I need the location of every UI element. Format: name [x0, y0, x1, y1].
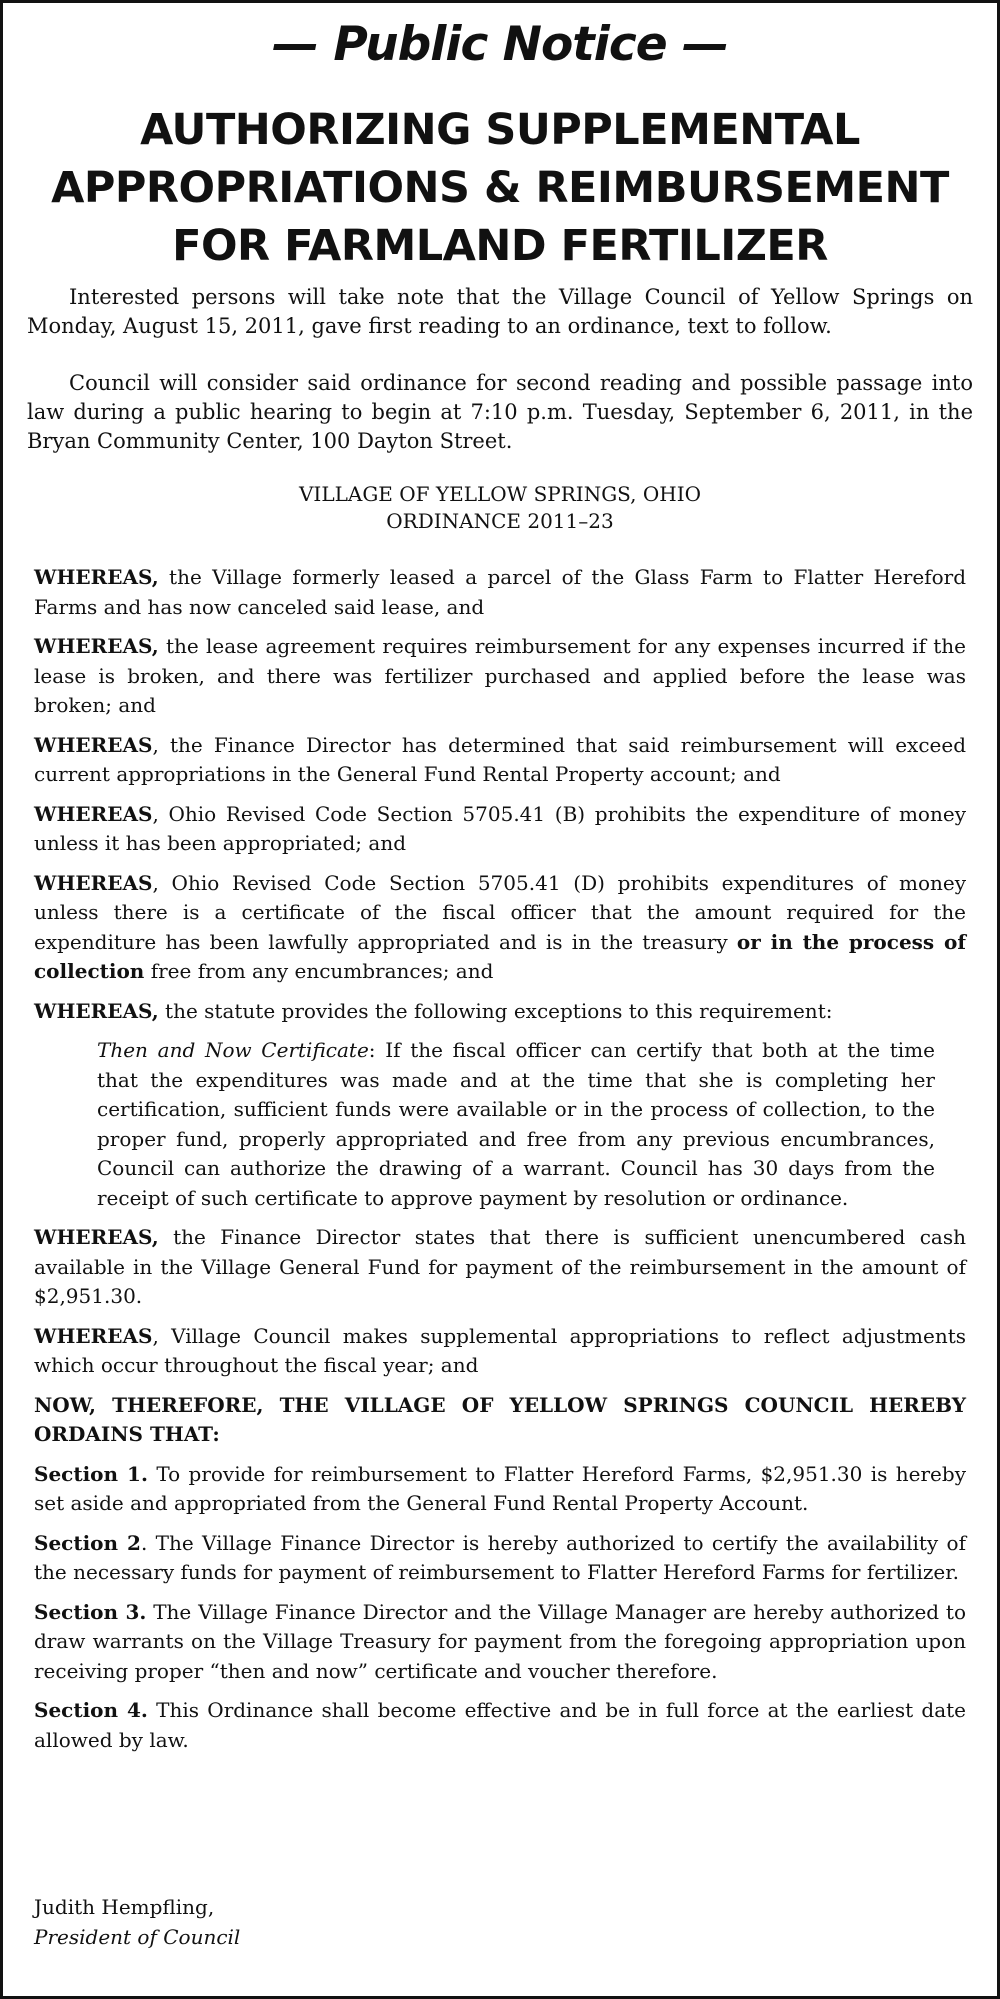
clause-text: , Village Council makes supplemental appropriations to reflect adjustments which occur throughout the fiscal year; and — [34, 1323, 966, 1377]
headline-line: AUTHORIZING SUPPLEMENTAL — [140, 105, 860, 155]
clause-lead: WHEREAS — [34, 801, 153, 826]
intro-paragraph: Interested persons will take note that the Village Council of Yellow Springs on Monday, August 15, 2011, gave first reading to an ordinance, text to follow. — [27, 285, 973, 338]
section-lead: Section 2 — [34, 1530, 141, 1555]
whereas-clause — [34, 1322, 966, 1381]
section-text: The Village Finance Director and the Village Manager are hereby authorized to draw warrants on the Village Treasury for payment from the foregoing appropriation upon receiving proper “then and now” certificate and voucher therefore. — [34, 1599, 966, 1683]
ordinance-heading-village: VILLAGE OF YELLOW SPRINGS, OHIO — [298, 482, 702, 506]
section-lead: Section 1. — [34, 1461, 148, 1486]
ordains-statement — [34, 1391, 966, 1450]
ordinance-body — [34, 563, 966, 1765]
whereas-clause — [34, 731, 966, 790]
whereas-clause — [34, 800, 966, 859]
notice-headline — [3, 101, 997, 275]
headline-line: APPROPRIATIONS & REIMBURSEMENT — [51, 163, 949, 213]
clause-text: the statute provides the following exceptions to this requirement: — [158, 998, 833, 1023]
headline-line: FOR FARMLAND FERTILIZER — [172, 221, 828, 271]
ordinance-section — [34, 1696, 966, 1755]
section-lead: Section 4. — [34, 1698, 148, 1722]
section-lead: Section 3. — [34, 1599, 147, 1624]
clause-text: , the Finance Director has determined that said reimbursement will exceed current appropriations in the General Fund Rental Property account; and — [34, 732, 966, 786]
whereas-clause — [34, 869, 966, 987]
clause-text: the Village formerly leased a parcel of the Glass Farm to Flatter Hereford Farms and has now canceled said lease, and — [34, 565, 966, 619]
ordinance-heading-number: ORDINANCE 2011–23 — [386, 509, 614, 533]
clause-bold-phrase: or in the process of collection — [34, 929, 966, 983]
clause-lead: WHEREAS, — [34, 634, 159, 658]
clause-lead: WHEREAS — [34, 1323, 153, 1348]
section-text: To provide for reimbursement to Flatter Hereford Farms, $2,951.30 is hereby set aside and appropriated from the General Fund Rental Property Account. — [34, 1461, 966, 1515]
section-text: This Ordinance shall become effective and be in full force at the earliest date allowed by law. — [34, 1698, 966, 1752]
clause-lead: WHEREAS — [34, 870, 153, 895]
exception-text: : If the fiscal officer can certify that both at the time that the expenditures was made and at the time that she is completing her certification, sufficient funds were available or in the process of collection, to the proper fund, properly appropriated and free from any previous encumbrances, Council can authorize the drawing of a warrant. Council has 30 days from the receipt of such certificate to approve payment by resolution or ordinance. — [97, 1038, 935, 1210]
section-text: . The Village Finance Director is hereby authorized to certify the availability of the necessary funds for payment of reimbursement to Flatter Hereford Farms for fertilizer. — [34, 1530, 966, 1584]
clause-text: the Finance Director states that there is sufficient unencumbered cash available in the Village General Fund for payment of the reimbursement in the amount of $2,951.30. — [34, 1225, 966, 1308]
ordains-text: NOW, THEREFORE, THE VILLAGE OF YELLOW SPRINGS COUNCIL HEREBY ORDAINS THAT: — [34, 1392, 966, 1446]
clause-text-tail: free from any encumbrances; and — [144, 959, 494, 983]
whereas-clause — [34, 632, 966, 721]
exception-label: Then and Now Certificate — [97, 1038, 369, 1062]
clause-text: , Ohio Revised Code Section 5705.41 (D) prohibits expenditures of money unless there is a certificate of the fiscal officer that the amount required for the expenditure has been lawfully appropriated and is in the treasury — [34, 870, 966, 954]
clause-text: , Ohio Revised Code Section 5705.41 (B) prohibits the expenditure of money unless it has been appropriated; and — [34, 801, 966, 855]
clause-lead: WHEREAS, — [34, 1225, 159, 1249]
ordinance-section — [34, 1598, 966, 1687]
whereas-clause — [34, 1223, 966, 1312]
ordinance-section — [34, 1460, 966, 1519]
whereas-clause — [34, 997, 966, 1027]
signature-block — [34, 1892, 240, 1952]
whereas-clause — [34, 563, 966, 622]
notice-kicker: — Public Notice — — [272, 17, 728, 72]
signatory-name: Judith Hempfling, — [34, 1895, 215, 1919]
clause-lead: WHEREAS, — [34, 565, 159, 589]
exception-block — [34, 1036, 966, 1213]
clause-text: the lease agreement requires reimbursement for any expenses incurred if the lease is broken, and there was fertilizer purchased and applied before the lease was broken; and — [34, 634, 966, 717]
clause-lead: WHEREAS, — [34, 998, 159, 1023]
signatory-title: President of Council — [34, 1925, 241, 1949]
clause-lead: WHEREAS — [34, 732, 153, 757]
ordinance-section — [34, 1529, 966, 1588]
intro-paragraph: Council will consider said ordinance for second reading and possible passage into law during a public hearing to begin at 7:10 p.m. Tuesday, September 6, 2011, in the Bryan Community Center, 100 Dayton Street. — [27, 371, 973, 453]
ordinance-heading — [3, 481, 997, 535]
